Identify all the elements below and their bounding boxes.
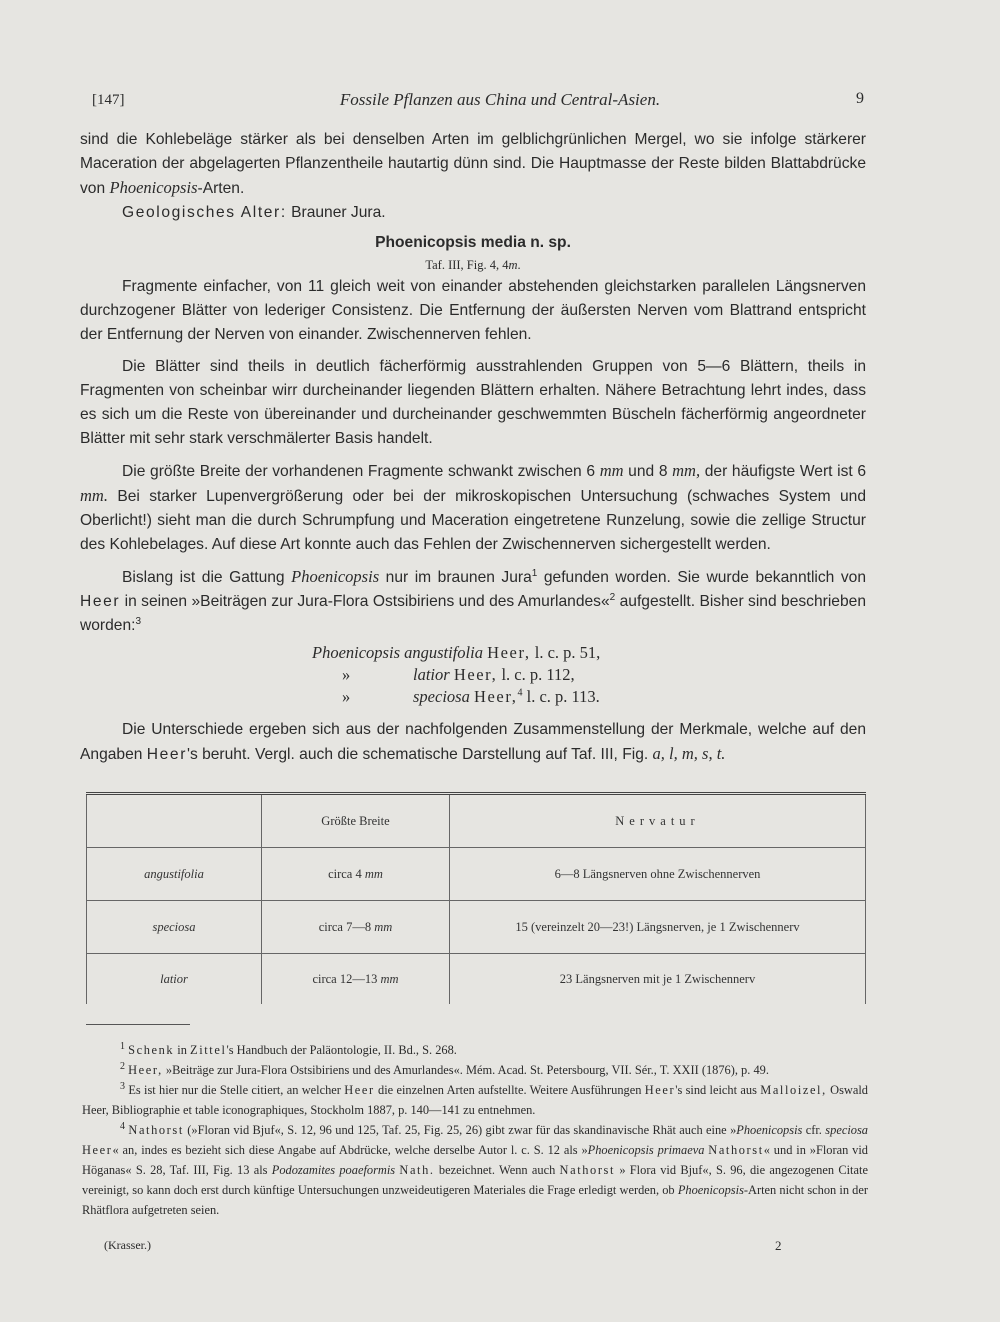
table-header-cell	[87, 794, 262, 848]
paragraph: Die größte Breite der vorhandenen Fragmente schwankt zwischen 6 mm und 8 mm, der häufigste Wert ist 6 mm. Bei starker Lupenvergrößerung oder bei der mikroskopischen Untersuchung (schwaches System und Oberlicht!) sieht man die durch Schrumpfung und Maceration eingetretene Runzelung, sowie die zellige Structur des Kohlebelages. Auf diese Art konnte auch das Fehlen der Zwischennerven sichergestellt werden.	[80, 461, 866, 553]
table-header-row	[87, 794, 866, 848]
table-cell-species: speciosa	[87, 901, 262, 954]
footnote-2: $^2$ Heer, »Beiträge zur Jura-Flora Ostsibiriens und des Amurlandes«. Mém. Acad. St. Petersbourg, VII. Sér., T. XXII (1876), p. 49.	[120, 1060, 769, 1077]
table-header-cell: Größte Breite	[262, 794, 450, 848]
paragraph: Die Blätter sind theils in deutlich fächerförmig ausstrahlenden Gruppen von 5—6 Blättern, theils in Fragmenten von scheinbar wirr durcheinander liegenden Blättern erhalten. Nähere Betrachtung lehrt indes, dass es sich um die Reste von übereinander und durcheinander geschwemmten Büscheln fächerförmig angeordneter Blätter mit sehr stark verschmälerter Basis handelt.	[80, 358, 866, 447]
species-heading: Phoenicopsis media n. sp.	[375, 234, 571, 251]
page-number: 9	[856, 90, 864, 107]
geological-age: Geologisches Alter: Brauner Jura.	[122, 204, 386, 221]
footnote-1: $^1$ Schenk in Zittel's Handbuch der Paläontologie, II. Bd., S. 268.	[120, 1040, 457, 1057]
table-cell-nervatur: 15 (vereinzelt 20—23!) Längsnerven, je 1 Zwischennerv	[450, 901, 866, 954]
plate-reference: Taf. III, Fig. 4, 4m.	[425, 258, 521, 272]
running-title: Fossile Pflanzen aus China und Central-Asien.	[339, 90, 661, 109]
table-row	[87, 954, 866, 1005]
signature-number: 2	[775, 1238, 782, 1253]
table-cell-species: latior	[87, 954, 262, 1005]
table-row	[87, 901, 866, 954]
author-note: (Krasser.)	[104, 1238, 151, 1252]
table-cell-width: circa 4 mm	[262, 848, 450, 901]
table-cell-nervatur: 6—8 Längsnerven ohne Zwischennerven	[450, 848, 866, 901]
table-cell-nervatur: 23 Längsnerven mit je 1 Zwischennerv	[450, 954, 866, 1005]
main-text	[80, 128, 866, 767]
species-list	[80, 642, 866, 708]
paragraph: Die Unterschiede ergeben sich aus der nachfolgenden Zusammenstellung der Merkmale, welche auf den Angaben Heer's beruht. Vergl. auch die schematische Darstellung auf Taf. III, Fig. a, l, m, s, t.	[80, 721, 866, 763]
paragraph: Bislang ist die Gattung Phoenicopsis nur im braunen Jura$^1$ gefunden worden. Sie wurde bekanntlich von Heer in seinen »Beiträgen zur Jura-Flora Ostsibiriens und des Amurlandes«$^2$ aufgestellt. Bisher sind beschrieben worden:$^3$	[80, 567, 867, 634]
footnote-4: $^4$ Nathorst (»Floran vid Bjuf«, S. 12, 96 und 125, Taf. 25, Fig. 25, 26) gibt zwar für das skandinavische Rhät auch eine »Phoenicopsis cfr. speciosa Heer« an, indes es bezieht sich diese Angabe auf Abdrücke, welche derselbe Autor l. c. S. 12 als »Phoenicopsis primaeva Nathorst« und in »Floran vid Höganas« S. 28, Taf. III, Fig. 13 als Podozamites poaeformis Nath. bezeichnet. Wenn auch Nathorst » Flora vid Bjuf«, S. 96, die angezogenen Citate vereinigt, so kann doch erst durch künftige Untersuchungen unzweideutigeren Materiales die Frage erledigt werden, ob Phoenicopsis-Arten nicht schon in der Rhätflora aufgetreten seien.	[82, 1120, 868, 1217]
paragraph: Fragmente einfacher, von 11 gleich weit von einander abstehenden gleichstarken parallelen Längsnerven durchzogener Blätter von lederiger Consistenz. Die Entfernung der äußersten Nerven vom Blattrand entspricht der Entfernung der Nerven von einander. Zwischennerven fehlen.	[80, 278, 866, 343]
page-bracket-number: [147]	[92, 92, 125, 108]
table-cell-species: angustifolia	[87, 848, 262, 901]
paragraph: sind die Kohlebeläge stärker als bei denselben Arten im gelblichgrünlichen Mergel, wo sie infolge stärkerer Maceration der abgelagerten Pflanzentheile hautartig dünn sind. Die Hauptmasse der Reste bilden Blattabdrücke von Phoenicopsis-Arten.	[80, 131, 866, 197]
comparison-table	[86, 792, 866, 1004]
table-header-cell: Nervatur	[450, 794, 866, 848]
footnotes	[82, 1040, 868, 1220]
list-item: » latior Heer, l. c. p. 112,	[342, 665, 575, 684]
table-row	[87, 848, 866, 901]
list-item: » speciosa Heer,$^4$ l. c. p. 113.	[342, 687, 600, 706]
footnote-divider	[86, 1024, 190, 1025]
table-cell-width: circa 12—13 mm	[262, 954, 450, 1005]
footnote-3: $^3$ Es ist hier nur die Stelle citiert, an welcher Heer die einzelnen Arten aufstellte. Weitere Ausführungen Heer's sind leicht aus Malloizel, Oswald Heer, Bibliographie et table iconographiques, Stockholm 1887, p. 140—141 zu entnehmen.	[82, 1080, 868, 1117]
table-cell-width: circa 7—8 mm	[262, 901, 450, 954]
list-item: Phoenicopsis angustifolia Heer, l. c. p. 51,	[312, 643, 601, 662]
